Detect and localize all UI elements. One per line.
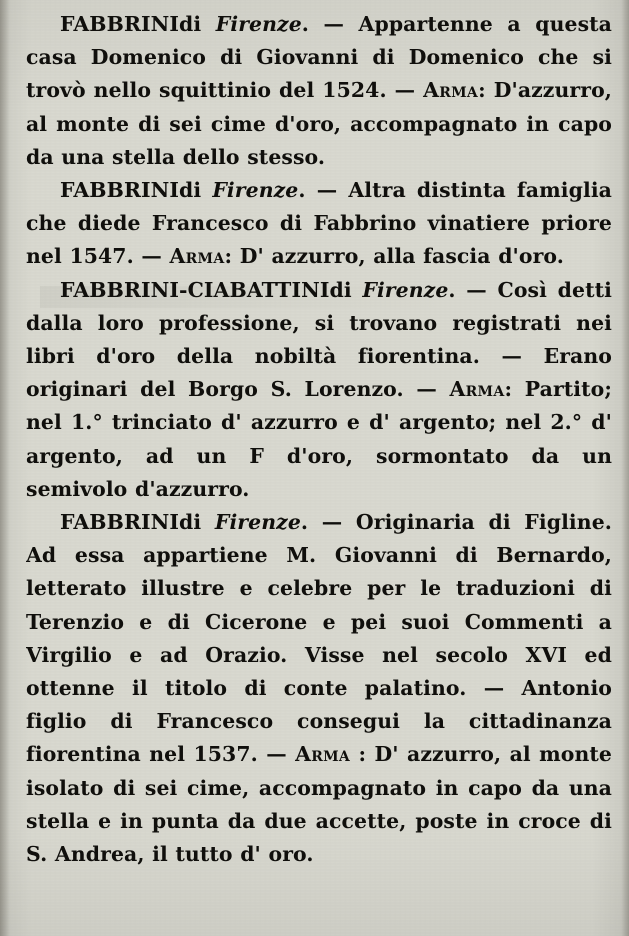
entry-body-arms: D' azzurro, al monte isolato di sei cime, accompagnato in capo da una stella e in punta da due accette, poste in croce di S. Andrea, il tutto d' oro. bbox=[26, 742, 612, 867]
page-left-edge-shadow bbox=[0, 0, 10, 936]
entry-dash: — bbox=[455, 277, 498, 302]
entry-body-arms: D' azzurro, alla fascia d'oro. bbox=[239, 244, 564, 269]
arms-separator: : bbox=[224, 244, 240, 269]
entry-body-first: Altra distinta famiglia che diede Francesco di Fabbrino vinatiere priore nel 1547. — bbox=[26, 178, 612, 269]
dictionary-entry bbox=[26, 506, 612, 871]
entry-body-first: Così detti dalla loro professione, si trovano registrati nei libri d'oro della nobiltà fiorentina. — Erano originari del Borgo S. Lorenzo. — bbox=[26, 277, 612, 402]
entry-headword: FABBRINI bbox=[60, 510, 180, 535]
entry-dash: — bbox=[308, 510, 356, 535]
page-right-edge-shadow bbox=[621, 0, 629, 936]
arms-label: Arma bbox=[169, 244, 225, 269]
dictionary-entry bbox=[26, 8, 612, 174]
arms-label: Arma bbox=[295, 742, 351, 767]
entry-headword: FABBRINI-CIABATTINI bbox=[60, 277, 330, 302]
entry-punct: . bbox=[298, 178, 306, 203]
entry-place: Firenze bbox=[212, 178, 299, 203]
arms-separator: : bbox=[504, 377, 525, 402]
entry-place: Firenze bbox=[214, 510, 301, 535]
entry-punct: . bbox=[301, 12, 309, 36]
arms-label: Arma bbox=[449, 377, 505, 402]
arms-separator: : bbox=[350, 742, 375, 767]
dictionary-entry bbox=[26, 274, 612, 506]
entry-body-first: Appartenne a questa casa Domenico di Giovanni di Domenico che si trovò nello squittinio del 1524. — bbox=[26, 12, 612, 103]
text-column bbox=[26, 8, 612, 871]
entry-place-prefix: di bbox=[329, 277, 363, 302]
entry-body-arms: D'azzurro, al monte di sei cime d'oro, accompagnato in capo da una stella dello stesso. bbox=[26, 78, 612, 169]
entry-punct: . bbox=[448, 277, 456, 302]
entry-place: Firenze bbox=[362, 277, 449, 302]
arms-label: Arma bbox=[423, 78, 479, 103]
entry-headword: FABBRINI bbox=[60, 178, 180, 203]
entry-headword: FABBRINI bbox=[60, 12, 180, 36]
entry-place: Firenze bbox=[215, 12, 302, 36]
entry-dash: — bbox=[305, 178, 349, 203]
entry-body-arms: Partito; nel 1.° trinciato d' azzurro e d' argento; nel 2.° d' argento, ad un F d'oro, sormontato da un semivolo d'azzurro. bbox=[26, 377, 612, 501]
entry-body-first: Originaria di Figline. Ad essa appartiene M. Giovanni di Bernardo, letterato illustre e celebre per le traduzioni di Terenzio e di Cicerone e pei suoi Commenti a Virgilio e ad Orazio. Visse nel secolo XVI ed ottenne il titolo di conte palatino. — Antonio figlio di Francesco consegui la cittadinanza fiorentina nel 1537. — bbox=[26, 510, 612, 767]
dictionary-entry bbox=[26, 174, 612, 274]
entry-place-prefix: di bbox=[179, 510, 215, 535]
entry-punct: . bbox=[300, 510, 309, 535]
entry-place-prefix: di bbox=[179, 12, 216, 36]
entry-dash: — bbox=[309, 12, 359, 36]
arms-separator: : bbox=[478, 78, 494, 103]
entry-place-prefix: di bbox=[179, 178, 213, 203]
